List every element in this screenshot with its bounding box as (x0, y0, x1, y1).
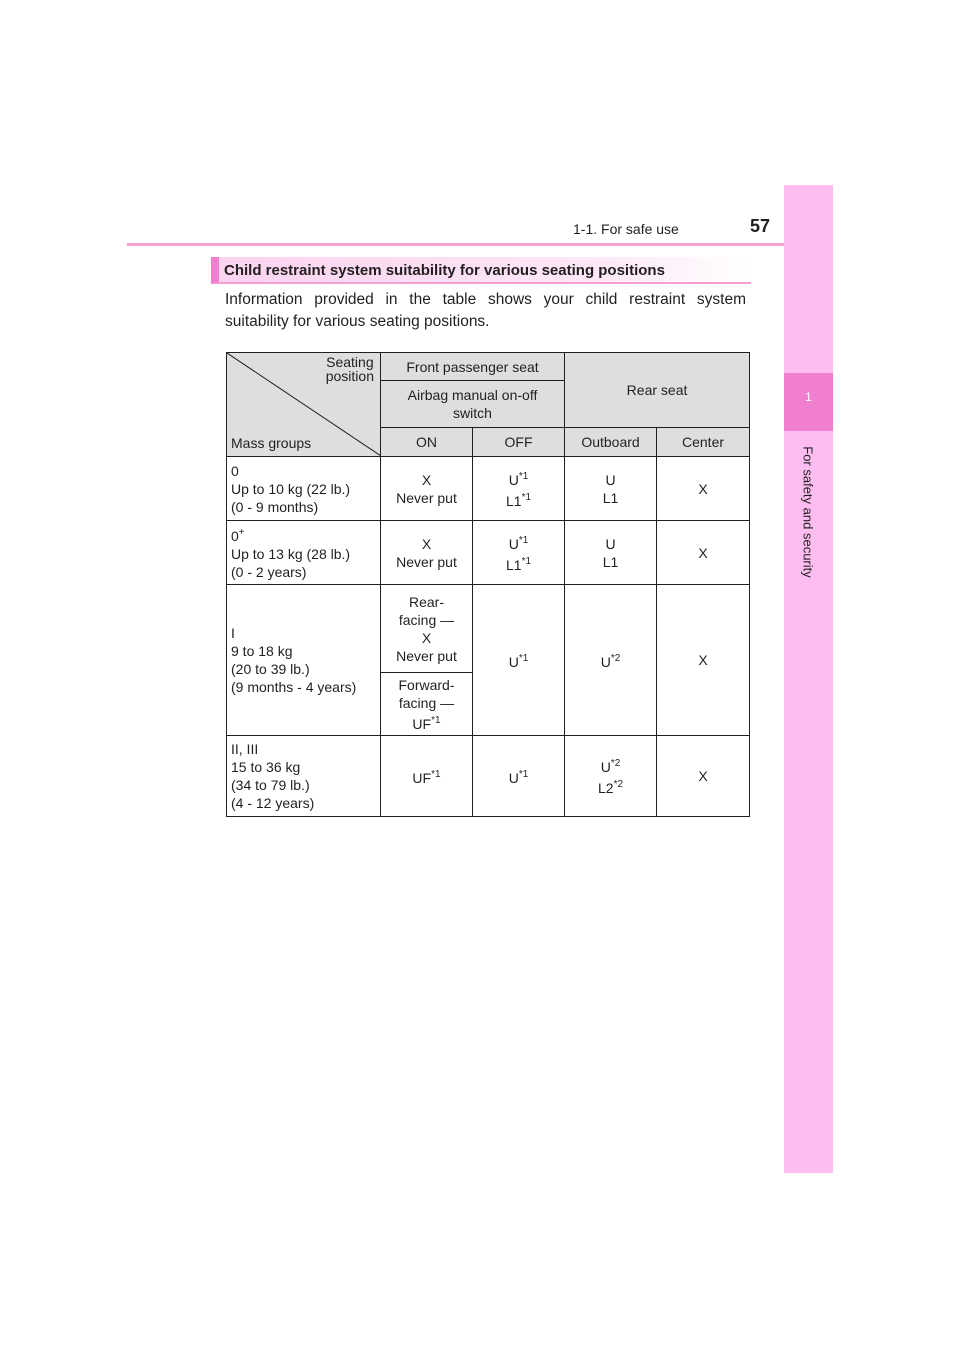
front-off-cell: $U^{*1}$ (473, 585, 565, 736)
corner-mass-groups: Mass groups (231, 435, 312, 451)
header-rear-seat: Rear seat (565, 353, 750, 428)
header-outboard: Outboard (565, 427, 657, 456)
intro-paragraph: Information provided in the table shows your child restraint system suitability for various seating positions. (225, 291, 746, 330)
header-on: ON (381, 427, 473, 456)
header-center: Center (657, 427, 750, 456)
rear-outboard-cell: $U^{*2}$ L2$^{*2}$ (565, 736, 657, 817)
header-front-passenger-seat: Front passenger seat (381, 353, 565, 381)
corner-seating-position: Seating position (325, 354, 374, 384)
front-on-cell: X Never put (381, 521, 473, 585)
front-on-forward-facing-cell: Forward- facing — UF$^{*1}$ (381, 673, 473, 736)
page-number: 57 (750, 216, 771, 236)
rear-outboard-cell: U L1 (565, 521, 657, 585)
rear-outboard-cell: U L1 (565, 457, 657, 521)
front-off-cell: $U^{*1}$ L1$^{*1}$ (473, 457, 565, 521)
front-off-cell: $U^{*1}$ L1$^{*1}$ (473, 521, 565, 585)
table-row (227, 736, 750, 817)
corner-header-cell (227, 353, 381, 457)
mass-group-cell: 0 Up to 10 kg (22 lb.) (0 - 9 months) (227, 457, 381, 521)
header-airbag-switch: Airbag manual on-off switch (381, 381, 565, 427)
header-divider (127, 243, 833, 246)
side-tab-label: For safety and security (800, 446, 816, 578)
front-on-cell: UF$^{*1}$ (381, 736, 473, 817)
mass-group-cell: 0+ Up to 13 kg (28 lb.) (0 - 2 years) (227, 521, 381, 585)
section-title: Child restraint system suitability for various seating positions (224, 262, 665, 279)
front-on-rear-facing-cell: Rear- facing — X Never put (381, 585, 473, 673)
header-off: OFF (473, 427, 565, 456)
suitability-table (226, 352, 750, 817)
front-on-cell: X Never put (381, 457, 473, 521)
rear-center-cell: X (657, 521, 750, 585)
rear-center-cell: X (657, 457, 750, 521)
side-tab-number: 1 (805, 390, 812, 404)
rear-center-cell: X (657, 585, 750, 736)
rear-center-cell: X (657, 736, 750, 817)
side-tab (784, 185, 833, 1173)
table-row (227, 457, 750, 521)
front-off-cell: $U^{*1}$ (473, 736, 565, 817)
mass-group-cell: I 9 to 18 kg (20 to 39 lb.) (9 months - 4 years) (227, 585, 381, 736)
header-section-title: 1-1. For safe use (573, 221, 679, 237)
table-row (227, 521, 750, 585)
mass-group-cell: II, III 15 to 36 kg (34 to 79 lb.) (4 - 12 years) (227, 736, 381, 817)
section-title-bar (211, 257, 751, 284)
rear-outboard-cell: $U^{*2}$ (565, 585, 657, 736)
table-row (227, 585, 750, 673)
